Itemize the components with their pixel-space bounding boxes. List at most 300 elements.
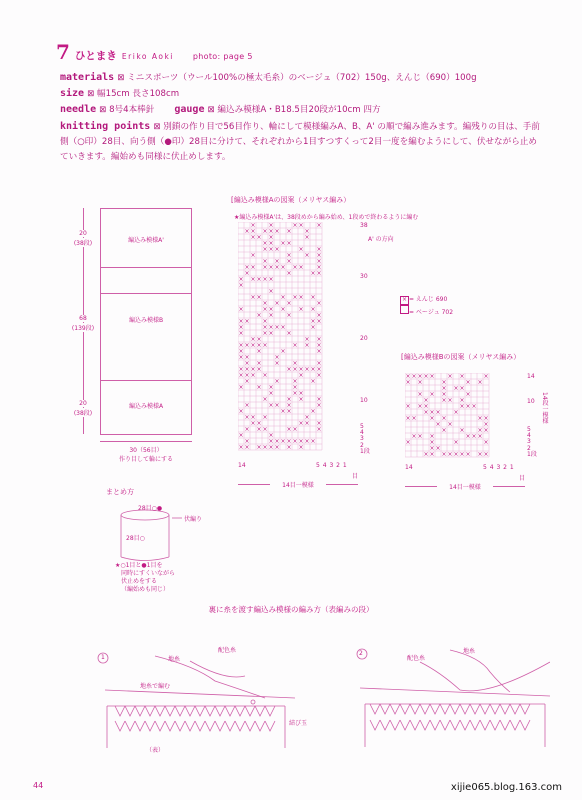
chart-a-note: ★編込み模様A'は、38段めから編み始め、1段めで終わるように編む [234,214,419,221]
svg-text:×: × [316,336,322,343]
svg-text:×: × [316,246,322,253]
svg-text:×: × [405,403,411,410]
svg-text:×: × [262,324,268,331]
svg-text:×: × [483,373,489,380]
svg-text:×: × [268,384,274,391]
svg-text:×: × [262,444,268,451]
svg-text:×: × [292,222,298,229]
knitting-points-line: knitting points ⊠ 別鎖の作り目で56目作り、輪にして模様編みA、B、A' の順で編み進みます。編残りの目は、手前 [60,120,540,132]
svg-text:×: × [262,342,268,349]
svg-text:×: × [304,336,310,343]
svg-text:×: × [274,264,280,271]
svg-text:×: × [417,403,423,410]
svg-text:×: × [274,300,280,307]
svg-text:×: × [316,270,322,277]
svg-text:×: × [244,270,250,277]
svg-text:×: × [298,264,304,271]
svg-text:×: × [298,306,304,313]
svg-text:×: × [268,390,274,397]
svg-text:×: × [298,396,304,403]
svg-text:×: × [256,336,262,343]
svg-text:×: × [423,373,429,380]
svg-text:×: × [238,384,244,391]
svg-text:×: × [292,360,298,367]
svg-text:×: × [286,228,292,235]
svg-text:×: × [238,348,244,355]
svg-text:×: × [310,408,316,415]
chart-b-repeat: 14目一模様 [437,482,493,491]
svg-text:×: × [244,354,250,361]
svg-text:×: × [250,276,256,283]
svg-text:×: × [417,391,423,398]
svg-text:×: × [298,438,304,445]
svg-text:×: × [262,396,268,403]
svg-text:×: × [286,444,292,451]
chart-a-col-unit: 目 [352,473,359,480]
svg-text:×: × [238,372,244,379]
svg-text:×: × [465,451,471,458]
svg-text:×: × [256,444,262,451]
svg-text:×: × [405,415,411,422]
svg-text:×: × [256,276,262,283]
pattern-author: Eriko Aoki [121,52,174,61]
legend-x: × = えんじ 690 [401,296,448,303]
svg-text:×: × [417,373,423,380]
svg-text:×: × [262,228,268,235]
svg-text:×: × [238,408,244,415]
svg-text:×: × [441,415,447,422]
chart-a-grid [238,222,360,466]
svg-text:×: × [256,360,262,367]
svg-text:×: × [256,234,262,241]
svg-text:×: × [441,385,447,392]
svg-text:×: × [304,252,310,259]
svg-text:×: × [441,397,447,404]
svg-text:×: × [310,294,316,301]
svg-text:×: × [250,420,256,427]
svg-text:×: × [292,342,298,349]
svg-text:×: × [280,324,286,331]
svg-text:×: × [429,451,435,458]
svg-text:×: × [316,402,322,409]
svg-text:×: × [405,439,411,446]
technique-diagram-1 [95,636,295,751]
svg-text:×: × [411,433,417,440]
svg-text:×: × [262,306,268,313]
svg-text:×: × [286,366,292,373]
svg-text:×: × [274,246,280,253]
chart-a-row-30: 30 [360,273,368,280]
svg-text:×: × [250,264,256,271]
svg-text:×: × [244,228,250,235]
chart-a-row-10: 10 [360,397,368,404]
svg-text:×: × [268,432,274,439]
section-a-prime-label: 編込み模様A' [128,237,164,244]
svg-text:×: × [244,378,250,385]
svg-text:×: × [441,427,447,434]
svg-text:×: × [268,276,274,283]
svg-text:×: × [244,444,250,451]
chart-a-repeat: 14目一模様 [270,480,326,489]
svg-text:×: × [459,397,465,404]
svg-text:×: × [238,318,244,325]
chart-a-direction: A' の方向 [368,236,394,243]
svg-text:×: × [423,451,429,458]
svg-text:×: × [298,366,304,373]
svg-text:×: × [298,390,304,397]
technique-d1-ground: 地糸 [168,656,181,663]
svg-text:×: × [435,445,441,452]
svg-text:×: × [250,228,256,235]
cast-on-note: 作り目して輪にする [118,456,173,463]
svg-text:×: × [244,402,250,409]
svg-text:×: × [238,366,244,373]
svg-text:×: × [483,421,489,428]
dim-bot-rows: (38段) [68,408,98,417]
svg-text:×: × [256,342,262,349]
source-watermark: xijie065.blog.163.com [450,782,562,793]
technique-d1-side: （表） [146,747,165,754]
dim-top-rows: (38段) [68,238,98,247]
svg-text:×: × [274,354,280,361]
svg-text:×: × [238,330,244,337]
svg-text:×: × [316,252,322,259]
svg-text:×: × [435,409,441,416]
svg-text:×: × [483,439,489,446]
finishing-bind-off: 伏編り [184,516,203,523]
dim-top-cm: 20 [68,230,98,237]
svg-text:×: × [262,276,268,283]
svg-text:×: × [411,415,417,422]
svg-text:×: × [286,426,292,433]
chart-b-repeat-rows: 14段一模様 [541,392,548,424]
svg-text:×: × [256,366,262,373]
svg-text:×: × [465,433,471,440]
svg-text:×: × [286,396,292,403]
svg-text:×: × [429,415,435,422]
svg-text:×: × [250,342,256,349]
svg-text:×: × [423,409,429,416]
svg-text:×: × [292,438,298,445]
svg-text:×: × [280,240,286,247]
svg-text:×: × [429,409,435,416]
svg-text:×: × [268,438,274,445]
svg-text:×: × [429,439,435,446]
chart-b-grid [405,373,527,465]
svg-text:×: × [459,427,465,434]
svg-text:×: × [268,288,274,295]
chart-b-cols: 5 4 3 2 1 [483,464,515,471]
finishing-back: 28目○ [126,535,145,542]
svg-text:×: × [310,378,316,385]
pattern-name: ひとまき [74,50,117,62]
svg-text:×: × [244,372,250,379]
svg-text:×: × [274,360,280,367]
svg-text:×: × [292,378,298,385]
svg-text:×: × [453,439,459,446]
svg-text:×: × [250,366,256,373]
dim-width: 30（56目） [129,447,163,454]
dim-mid-rows: (139段) [68,323,98,332]
technique-d1-color: 配色糸 [218,647,237,654]
svg-text:×: × [238,282,244,289]
svg-text:×: × [268,264,274,271]
svg-text:×: × [447,397,453,404]
svg-text:×: × [477,379,483,386]
svg-text:×: × [244,342,250,349]
svg-text:×: × [304,420,310,427]
svg-text:×: × [453,409,459,416]
svg-text:×: × [286,258,292,265]
svg-text:×: × [244,318,250,325]
svg-text:×: × [417,379,423,386]
svg-text:×: × [244,438,250,445]
svg-text:×: × [310,270,316,277]
photo-reference: photo: page 5 [192,52,253,61]
chart-b-col-14: 14 [405,464,413,471]
svg-text:×: × [250,252,256,259]
svg-text:×: × [238,444,244,451]
svg-text:×: × [441,391,447,398]
svg-text:×: × [304,438,310,445]
svg-text:×: × [292,366,298,373]
svg-text:×: × [286,252,292,259]
svg-text:×: × [268,306,274,313]
svg-text:×: × [429,373,435,380]
chart-a-title: [編込み模様Aの図案（メリヤス編み） [231,196,351,204]
svg-text:×: × [292,264,298,271]
svg-text:×: × [447,451,453,458]
svg-text:×: × [417,433,423,440]
svg-text:×: × [459,373,465,380]
knitting-points-line-3: ていきます。編始めも同様に伏止めします。 [60,152,231,163]
svg-text:×: × [280,306,286,313]
svg-text:×: × [304,366,310,373]
svg-text:×: × [262,318,268,325]
svg-text:×: × [316,318,322,325]
svg-text:×: × [310,306,316,313]
legend-blank: = ベージュ 702 [400,305,453,317]
svg-text:×: × [286,312,292,319]
technique-d2-color: 配色糸 [407,655,426,662]
svg-text:×: × [483,451,489,458]
svg-text:×: × [304,414,310,421]
svg-text:×: × [298,222,304,229]
pattern-number: 7 [56,40,70,64]
svg-text:×: × [471,403,477,410]
svg-text:×: × [316,312,322,319]
svg-text:×: × [250,372,256,379]
svg-text:×: × [262,426,268,433]
svg-text:×: × [262,246,268,253]
svg-text:×: × [286,240,292,247]
svg-text:×: × [280,438,286,445]
svg-text:×: × [280,294,286,301]
svg-text:×: × [268,234,274,241]
svg-text:×: × [310,324,316,331]
svg-text:×: × [238,306,244,313]
svg-text:×: × [250,414,256,421]
legend [400,296,453,317]
technique-title: 裏に糸を渡す編込み模様の編み方（表編みの段） [208,605,374,614]
svg-text:×: × [477,427,483,434]
svg-text:×: × [274,438,280,445]
finishing-front: 28目○● [138,505,163,512]
svg-text:×: × [292,294,298,301]
svg-text:×: × [483,415,489,422]
svg-text:×: × [316,342,322,349]
svg-text:×: × [483,427,489,434]
svg-text:×: × [244,264,250,271]
needle-gauge-line: needle ⊠ 8号4本棒針 gauge ⊠ 編込み模様A・B18.5目20段が10cm 四方 [60,104,381,116]
svg-text:×: × [292,426,298,433]
svg-text:×: × [441,451,447,458]
svg-text:×: × [244,366,250,373]
svg-text:×: × [310,366,316,373]
svg-text:×: × [316,366,322,373]
svg-text:×: × [447,421,453,428]
chart-b-row-10: 10 [527,398,535,405]
section-b-label: 編込み模様B [128,317,164,324]
chart-b-title: [編込み模様Bの図案（メリヤス編み） [401,353,521,361]
svg-text:×: × [256,426,262,433]
technique-d2-num: 2 [359,650,363,657]
svg-text:×: × [447,373,453,380]
chart-a-row-20: 20 [360,335,368,342]
svg-text:×: × [238,354,244,361]
svg-text:×: × [256,384,262,391]
svg-text:×: × [465,403,471,410]
svg-text:×: × [316,300,322,307]
chart-b-col-unit: 目 [519,475,526,482]
svg-text:×: × [298,372,304,379]
chart-a-row-38: 38 [360,222,368,229]
svg-text:×: × [238,432,244,439]
svg-text:×: × [268,240,274,247]
svg-text:×: × [423,397,429,404]
svg-text:×: × [280,264,286,271]
svg-text:×: × [286,300,292,307]
svg-text:×: × [256,348,262,355]
svg-text:×: × [250,294,256,301]
svg-text:×: × [262,372,268,379]
svg-text:×: × [429,445,435,452]
svg-text:×: × [298,246,304,253]
materials-block [60,70,565,165]
svg-text:×: × [280,408,286,415]
svg-text:×: × [244,414,250,421]
pattern-title [56,40,253,64]
svg-text:×: × [316,372,322,379]
svg-text:×: × [286,270,292,277]
materials-line: materials ⊠ ミニスポーツ（ウール100%の極太毛糸）のベージュ（702）150g、えんじ（690）100g [60,72,477,83]
chart-b-rows-low: 5 4 3 2 1段 [527,426,537,458]
svg-text:×: × [477,433,483,440]
svg-text:×: × [274,378,280,385]
dim-mid-cm: 68 [68,315,98,322]
svg-text:×: × [292,384,298,391]
chart-b-row-14: 14 [527,373,535,380]
svg-text:×: × [429,433,435,440]
svg-text:×: × [423,403,429,410]
svg-text:×: × [286,402,292,409]
svg-text:×: × [262,258,268,265]
svg-text:×: × [477,415,483,422]
svg-text:×: × [316,396,322,403]
svg-text:×: × [465,379,471,386]
svg-text:×: × [310,438,316,445]
svg-text:×: × [316,360,322,367]
svg-text:×: × [298,444,304,451]
technique-diagram-2 [350,632,550,752]
dim-bot-cm: 20 [68,400,98,407]
svg-text:×: × [238,276,244,283]
svg-text:×: × [298,420,304,427]
page-number: 44 [33,781,44,790]
svg-text:×: × [244,426,250,433]
svg-text:×: × [405,373,411,380]
svg-text:×: × [286,330,292,337]
size-line: size ⊠ 幅15cm 長さ108cm [60,88,180,100]
svg-text:×: × [459,385,465,392]
svg-text:×: × [268,228,274,235]
svg-text:×: × [256,294,262,301]
svg-text:×: × [405,379,411,386]
svg-text:×: × [316,348,322,355]
finishing-title: まとめ方 [106,488,134,496]
chart-a-cols: 5 4 3 2 1 [316,462,348,469]
svg-text:×: × [316,222,322,229]
section-a-label: 編込み模様A [128,403,164,410]
svg-text:×: × [471,433,477,440]
chart-a-rows-low: 5 4 3 2 1段 [360,423,370,455]
technique-d1-knot: 結び玉 [289,720,308,727]
svg-text:×: × [256,312,262,319]
svg-text:×: × [274,258,280,265]
svg-text:×: × [286,408,292,415]
svg-text:×: × [316,420,322,427]
svg-text:×: × [238,324,244,331]
svg-text:×: × [316,258,322,265]
svg-text:×: × [262,414,268,421]
svg-text:×: × [459,403,465,410]
svg-text:×: × [274,228,280,235]
svg-text:×: × [435,421,441,428]
svg-text:×: × [238,342,244,349]
svg-text:×: × [268,312,274,319]
svg-text:×: × [274,324,280,331]
svg-text:×: × [262,240,268,247]
svg-text:×: × [304,342,310,349]
svg-text:×: × [262,300,268,307]
technique-d2-ground: 地糸 [463,648,476,655]
svg-text:×: × [268,222,274,229]
svg-text:×: × [453,385,459,392]
svg-text:×: × [304,234,310,241]
finishing-note: ★○1目と●1目を 同時にすくいながら 伏止めをする （編始めも同じ） [115,562,176,593]
svg-text:×: × [459,451,465,458]
svg-text:×: × [316,426,322,433]
svg-text:×: × [262,264,268,271]
svg-text:×: × [268,324,274,331]
chart-a-col-14: 14 [238,462,246,469]
svg-text:×: × [268,330,274,337]
svg-text:×: × [310,318,316,325]
svg-text:×: × [429,391,435,398]
svg-text:×: × [274,402,280,409]
svg-text:×: × [292,390,298,397]
svg-text:×: × [250,234,256,241]
